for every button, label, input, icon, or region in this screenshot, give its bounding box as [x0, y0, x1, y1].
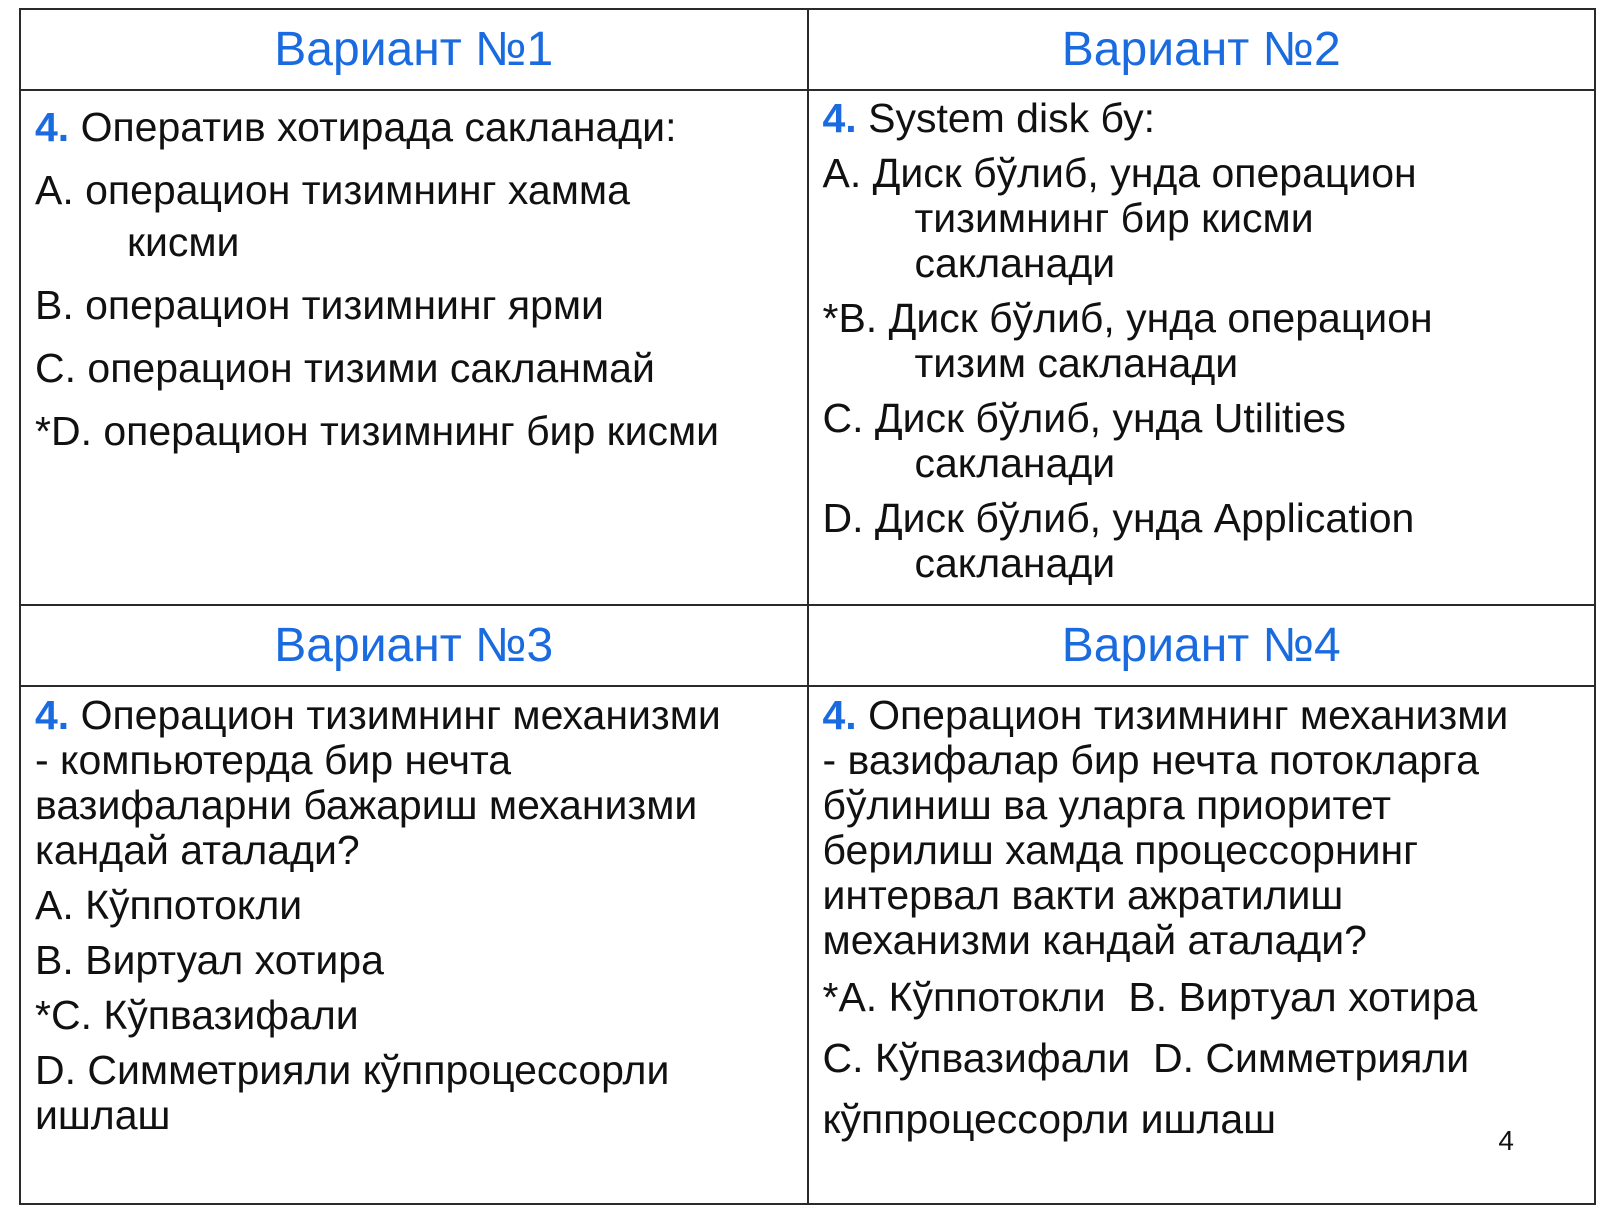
option-a-line-1: A. операцион тизимнинг хамма [35, 167, 630, 213]
page-number: 4 [1498, 1125, 1514, 1156]
variant-3-option-a: A. Кўппотокли [35, 882, 303, 928]
option-c-line-1: C. Диск бўлиб, унда Utilities [822, 395, 1346, 441]
question-number: 4. [35, 104, 70, 150]
variant-1-cell [20, 90, 808, 605]
variant-3-header: Вариант №3 [20, 605, 808, 686]
variant-1-question [35, 105, 793, 150]
variant-3-content [21, 693, 807, 1138]
question-line-3: бўлиниш ва уларга приоритет [822, 782, 1391, 828]
option-a-line-2: тизимнинг бир кисми [914, 195, 1314, 241]
variants-table [19, 8, 1596, 1205]
variant-1-option-a [35, 168, 793, 265]
variant-4-header: Вариант №4 [808, 605, 1596, 686]
question-number: 4. [822, 692, 857, 738]
variant-1-option-c: C. операцион тизими сакланмай [35, 345, 655, 391]
question-line-2: - компьютерда бир нечта [35, 737, 512, 783]
option-a-line-1: A. Диск бўлиб, унда операцион [822, 150, 1417, 196]
variant-3-cell [20, 686, 808, 1204]
question-text: Оператив хотирада сакланади: [69, 104, 677, 150]
variant-3-option-b: B. Виртуал хотира [35, 937, 384, 983]
option-d-line-1: D. Симметрияли кўппроцессорли [35, 1047, 670, 1093]
question-line-3: вазифаларни бажариш механизми [35, 782, 698, 828]
variant-3-question [35, 693, 793, 873]
variant-1-content [21, 105, 807, 454]
variant-2-content [809, 96, 1595, 586]
variant-1-option-b: B. операцион тизимнинг ярми [35, 282, 604, 328]
variant-4-options-cd: C. Кўпвазифали D. Симметрияли [822, 1035, 1470, 1081]
question-number: 4. [35, 692, 70, 738]
question-line-1: Операцион тизимнинг механизми [856, 692, 1509, 738]
question-line-4: кандай аталади? [35, 827, 360, 873]
option-c-line-2: сакланади [914, 440, 1116, 486]
variant-4-cell [808, 686, 1596, 1204]
variant-2-option-a [823, 151, 1581, 286]
variant-4-question [823, 693, 1581, 963]
variant-2-option-c [823, 396, 1581, 486]
option-a-line-2: кисми [127, 219, 240, 265]
variant-4-content [809, 693, 1595, 1142]
variant-4-options-ab: *A. Кўппотокли B. Виртуал хотира [822, 974, 1478, 1020]
question-line-2: - вазифалар бир нечта потокларга [822, 737, 1479, 783]
variant-2-option-b [823, 296, 1581, 386]
question-line-4: берилиш хамда процессорнинг [822, 827, 1419, 873]
question-text: System disk бу: [856, 95, 1155, 141]
option-d-line-2: ишлаш [35, 1092, 171, 1138]
variant-3-option-d [35, 1048, 793, 1138]
option-b-line-1: *B. Диск бўлиб, унда операцион [822, 295, 1433, 341]
option-b-line-2: тизим сакланади [914, 340, 1239, 386]
question-line-1: Операцион тизимнинг механизми [69, 692, 721, 738]
variant-4-option-d-line-2: кўппроцессорли ишлаш [822, 1096, 1277, 1142]
variant-2-cell [808, 90, 1596, 605]
variant-2-question [823, 96, 1581, 141]
question-number: 4. [822, 95, 857, 141]
variant-2-option-d [823, 496, 1581, 586]
variant-3-option-c: *C. Кўпвазифали [35, 992, 359, 1038]
option-d-line-1: D. Диск бўлиб, унда Application [822, 495, 1415, 541]
option-d-line-2: сакланади [914, 540, 1116, 586]
variant-2-header: Вариант №2 [808, 9, 1596, 90]
question-line-5: интервал вакти ажратилиш [822, 872, 1344, 918]
option-a-line-3: сакланади [914, 240, 1116, 286]
variant-1-header: Вариант №1 [20, 9, 808, 90]
question-line-6: механизми кандай аталади? [822, 917, 1367, 963]
variant-1-option-d: *D. операцион тизимнинг бир кисми [35, 408, 720, 454]
